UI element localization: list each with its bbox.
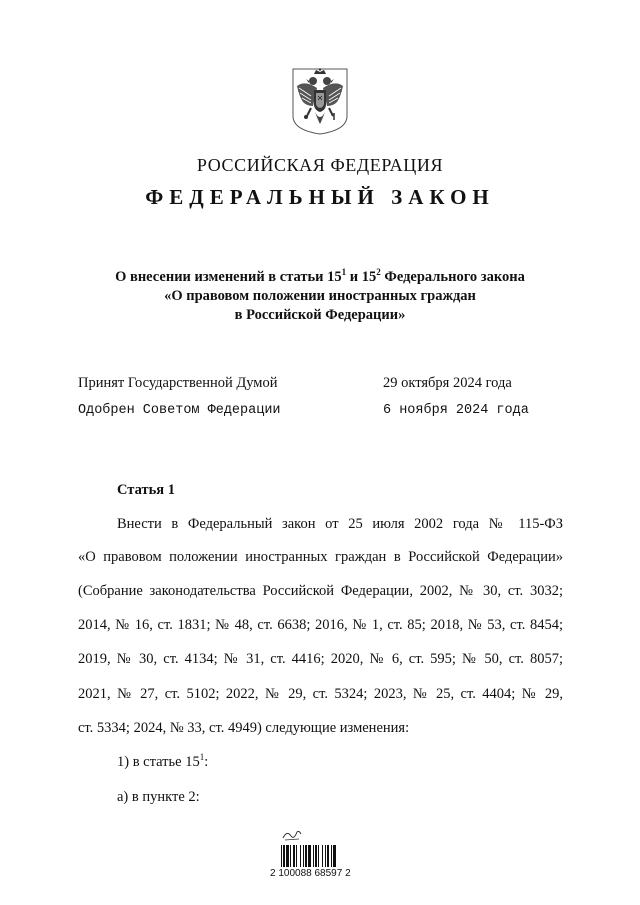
article-title: Статья 1 [117,482,175,498]
article-body-line: 2019, № 30, ст. 4134; № 31, ст. 4416; 2020, № 6, ст. 595; № 50, ст. 8057; [78,651,563,667]
subject-line-3: в Российской Федерации» [234,307,406,323]
article-body-line: 2014, № 16, ст. 1831; № 48, ст. 6638; 2016, № 1, ст. 85; 2018, № 53, ст. 8454; [78,617,563,633]
subject-line-2: «О правовом положении иностранных граждан [164,288,476,304]
coat-of-arms-of-russia-icon [289,66,351,136]
law-type-heading: ФЕДЕРАЛЬНЫЙ ЗАКОН [145,185,495,209]
article-body-line: Внести в Федеральный закон от 25 июля 2002 года № 115-ФЗ [117,516,563,532]
council-approval-label: Одобрен Советом Федерации [78,403,281,418]
council-approval-date: 6 ноября 2024 года [383,403,529,418]
sub-item-a: а) в пункте 2: [117,789,200,805]
signature-mark-icon [281,828,303,842]
list-item-1: 1) в статье $15^1$: [117,752,209,770]
country-name: РОССИЙСКАЯ ФЕДЕРАЦИЯ [196,155,444,175]
barcode-icon [281,845,361,867]
article-body-line: ст. 5334; 2024, № 33, ст. 4949) следующие изменения: [78,720,410,736]
duma-adoption-date: 29 октября 2024 года [383,375,512,391]
law-subject-title [60,268,580,325]
article-body-line: (Собрание законодательства Российской Федерации, 2002, № 30, ст. 3032; [78,583,563,599]
duma-adoption-label: Принят Государственной Думой [78,375,278,391]
article-body-line: «О правовом положении иностранных граждан в Российской Федерации» [78,549,563,565]
barcode-number: 2 100088 68597 2 [270,868,351,879]
article-body-line: 2021, № 27, ст. 5102; 2022, № 29, ст. 5324; 2023, № 25, ст. 4404; № 29, [78,686,563,702]
subject-line-1: О внесении изменений в статьи $15^1$ и $15^2$ Федерального закона [115,267,525,285]
